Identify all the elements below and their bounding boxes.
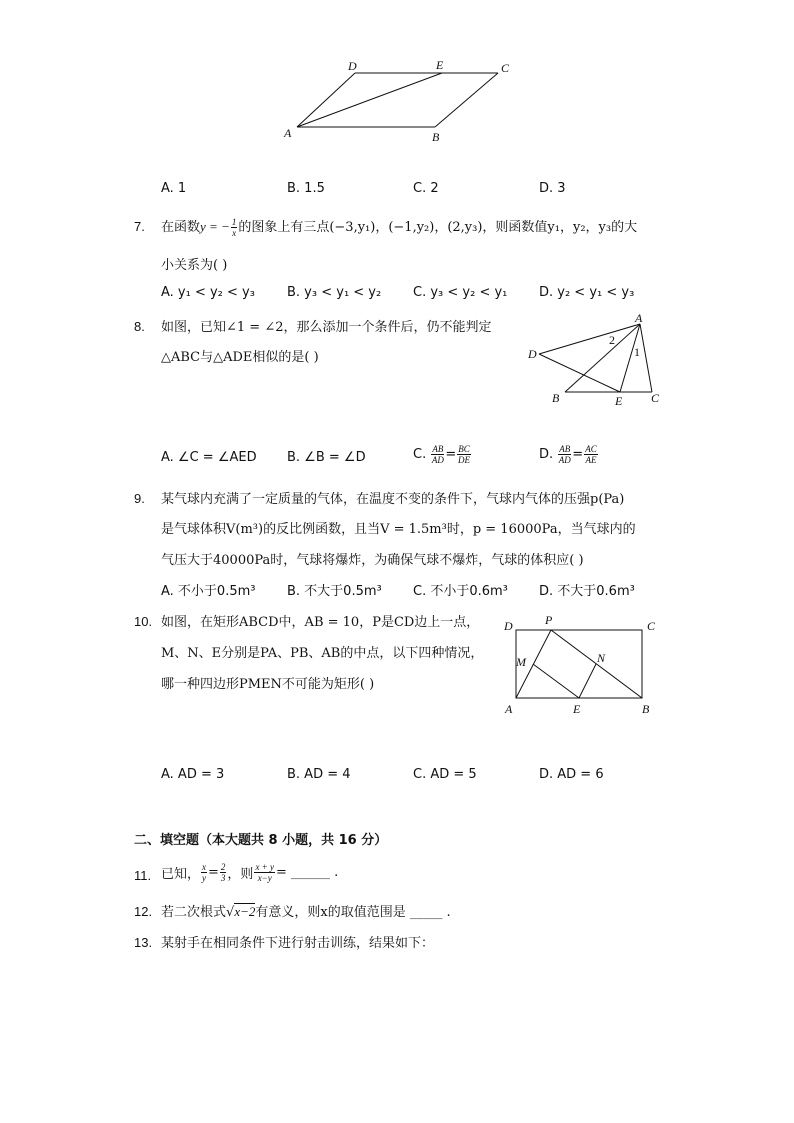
q10-number: 10. [134,614,153,629]
q8-option-b[interactable]: B. ∠B = ∠D [287,450,366,465]
q8-d-frac-right-num: AC [585,444,597,454]
q8-c-frac-left [431,444,444,465]
q10-option-a[interactable]: A. AD = 3 [161,767,225,782]
q8-option-d[interactable]: D. $\frac{AB}{AD}$ = $\frac{AC}{AE}$ [539,444,597,465]
q8-option-c-letter: C. [413,447,427,462]
q7-option-b[interactable]: B. y₃ < y₁ < y₂ [287,285,382,300]
q11-frac-xy-num: x [202,862,207,872]
label-A: A [505,702,513,716]
q12-radicand: x−2 [234,904,256,919]
q8-c-frac-left-den: AD [431,455,444,465]
q11-eq: = [208,865,219,880]
q11-frac-expr-num: x + y [255,862,274,872]
q7-number: 7. [134,219,145,234]
q11-frac-ratio-num: 2 [220,862,226,872]
q9-option-a[interactable]: A. 不小于0.5m³ [161,584,256,599]
q12-pre: 若二次根式 [161,905,227,920]
q10-option-c[interactable]: C. AD = 5 [413,767,477,782]
q9-option-b[interactable]: B. 不大于0.5m³ [287,584,382,599]
q7-text-pre: 在函数 [161,220,201,235]
q13-text: 某射手在相同条件下进行射击训练，结果如下： [161,936,435,951]
q11-mid: ，则 [227,867,254,882]
angle-2-label: 2 [609,333,615,347]
label-E: E [573,702,581,716]
q10-option-b[interactable]: B. AD = 4 [287,767,351,782]
q11-frac-ratio [220,862,227,883]
q12-post[interactable]: 有意义，则x的取值范围是 _____ . [255,905,451,920]
label-C: C [651,391,660,405]
q11-frac-expr [254,862,275,883]
q8-d-frac-left-den: AD [558,455,571,465]
q8-c-frac-right-den: DE [458,455,471,465]
label-M: M [516,655,526,669]
q6-option-b[interactable]: B. 1.5 [287,181,325,196]
parallelogram-figure [280,55,520,145]
q8-number: 8. [134,319,145,334]
q8-c-frac-right [457,444,471,465]
q7-line1 [161,216,637,238]
label-C: C [647,619,656,633]
q8-option-d-letter: D. [539,447,554,462]
label-A: A [635,311,643,325]
q7-function-fraction [231,217,238,238]
q10-option-d[interactable]: D. AD = 6 [539,767,604,782]
q9-line3: 气压大于40000Pa时，气球将爆炸，为确保气球不爆炸，气球的体积应( ) [161,553,584,568]
q10-line3: 哪一种四边形PMEN不可能为矩形( ) [161,677,375,692]
q6-option-c[interactable]: C. 2 [413,181,439,196]
q13-number: 13. [134,935,153,950]
rectangle-figure [500,610,670,720]
q8-line2: △ABC与△ADE相似的是( ) [161,350,319,365]
label-A: A [284,126,292,140]
label-B: B [642,702,650,716]
q9-line1: 某气球内充满了一定质量的气体，在温度不变的条件下，气球内气体的压强p(Pa) [161,492,625,507]
label-D: D [348,59,357,73]
q8-d-frac-left-num: AB [559,444,571,454]
label-E: E [615,394,623,408]
q11-number: 11. [134,868,152,883]
q12-number: 12. [134,904,153,919]
q8-c-frac-left-num: AB [432,444,444,454]
q8-d-frac-left [558,444,571,465]
q11-pre: 已知， [161,867,201,882]
q10-line1: 如图，在矩形ABCD中，AB = 10，P是CD边上一点， [161,615,480,630]
q11-line [161,862,338,883]
label-B: B [432,130,440,144]
sqrt-symbol: √ [226,905,235,920]
label-C: C [501,61,510,75]
q7-line2: 小关系为( ) [161,258,228,273]
triangle-figure [525,310,675,410]
label-B: B [552,391,560,405]
q8-c-frac-right-num: BC [458,444,470,454]
q8-line1: 如图，已知∠1 = ∠2，那么添加一个条件后，仍不能判定 [161,320,492,335]
q11-frac-xy [201,862,207,883]
q7-option-a[interactable]: A. y₁ < y₂ < y₃ [161,285,255,300]
q11-frac-ratio-den: 3 [220,873,226,883]
q7-function: y = − [200,219,230,234]
q6-option-d[interactable]: D. 3 [539,181,566,196]
q9-option-c[interactable]: C. 不小于0.6m³ [413,584,508,599]
q9-option-d[interactable]: D. 不大于0.6m³ [539,584,635,599]
label-P: P [545,613,553,627]
q11-frac-xy-den: y [202,873,207,883]
q7-frac-den: x [232,228,237,238]
q11-answer-blank[interactable]: = ______ . [276,865,339,880]
label-N: N [597,651,606,665]
q8-option-c[interactable]: C. $\frac{AB}{AD}$ = $\frac{BC}{DE}$ [413,444,471,465]
q9-line2: 是气球体积V(m³)的反比例函数，且当V = 1.5m³时，p = 16000Pa，当气球内的 [161,522,636,537]
label-D: D [528,347,537,361]
q8-d-frac-right-den: AE [585,455,597,465]
label-D: D [504,619,513,633]
label-E: E [436,58,444,72]
q11-frac-expr-den: x−y [257,873,272,883]
q7-frac-num: 1 [231,217,237,227]
q7-option-d[interactable]: D. y₂ < y₁ < y₃ [539,285,635,300]
q8-option-a[interactable]: A. ∠C = ∠AED [161,450,257,465]
q6-option-a[interactable]: A. 1 [161,181,187,196]
q12-line [161,901,451,920]
q10-line2: M、N、E分别是PA、PB、AB的中点，以下四种情况， [161,646,484,661]
section-heading: 二、填空题（本大题共 8 小题，共 16 分） [134,833,388,848]
q7-option-c[interactable]: C. y₃ < y₂ < y₁ [413,285,508,300]
q8-d-frac-right [584,444,598,465]
q9-number: 9. [134,491,145,506]
angle-1-label: 1 [634,345,640,359]
q7-text-post: 的图象上有三点(−3,y₁)，(−1,y₂)，(2,y₃)，则函数值y₁，y₂，y₃的大 [238,220,638,235]
